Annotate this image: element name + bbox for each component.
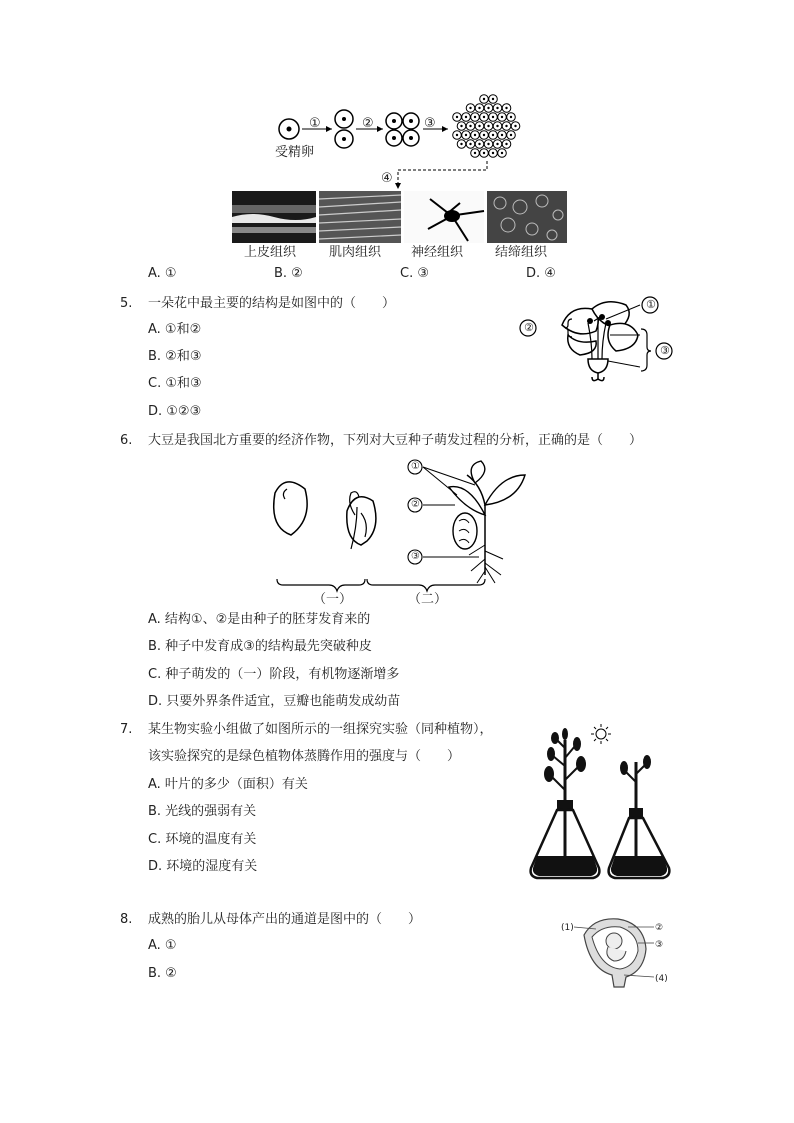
fertilized-egg-label: 受精卵 bbox=[275, 145, 315, 160]
q4-option-b[interactable]: B. ② bbox=[274, 266, 303, 281]
seedling-label-3: ③ bbox=[411, 551, 420, 562]
q4-option-d[interactable]: D. ④ bbox=[526, 266, 556, 281]
fetus-label-4: (4) bbox=[655, 974, 668, 984]
cell-mass bbox=[453, 95, 520, 158]
q7-option-b[interactable]: B. 光线的强弱有关 bbox=[148, 804, 257, 819]
q7-option-c[interactable]: C. 环境的温度有关 bbox=[148, 832, 257, 847]
flower-label-1: ① bbox=[646, 298, 656, 311]
seedling-label-2: ② bbox=[411, 499, 420, 510]
fetus-label-3: ③ bbox=[655, 940, 664, 950]
right-flask bbox=[609, 755, 670, 878]
step-label-3: ③ bbox=[424, 116, 436, 131]
flower-label-2: ② bbox=[524, 321, 534, 334]
left-flask bbox=[531, 728, 600, 878]
q7-stem-line2: 该实验探究的是绿色植物体蒸腾作用的强度与（ ） bbox=[148, 749, 461, 764]
q6-option-a[interactable]: A. 结构①、②是由种子的胚芽发育来的 bbox=[148, 612, 371, 627]
q8-option-a[interactable]: A. ① bbox=[148, 938, 177, 953]
tissue-label-nerve: 神经组织 bbox=[411, 245, 464, 260]
q4-option-c[interactable]: C. ③ bbox=[400, 266, 429, 281]
q6-option-c[interactable]: C. 种子萌发的（一）阶段，有机物逐渐增多 bbox=[148, 667, 400, 682]
transpiration-flasks-figure bbox=[525, 720, 675, 882]
q7-option-d[interactable]: D. 环境的湿度有关 bbox=[148, 859, 258, 874]
q5-option-d[interactable]: D. ①②③ bbox=[148, 404, 202, 419]
q8-option-b[interactable]: B. ② bbox=[148, 966, 177, 981]
tissue-label-epithelial: 上皮组织 bbox=[244, 245, 297, 260]
step-label-2: ② bbox=[362, 116, 374, 131]
q7-stem-line1: 某生物实验小组做了如图所示的一组探究实验（同种植物）， bbox=[148, 722, 493, 737]
q5-number: 5. bbox=[120, 296, 133, 311]
q8-stem: 成熟的胎儿从母体产出的通道是图中的（ ） bbox=[148, 912, 422, 927]
fetus-label-1: (1) bbox=[561, 923, 574, 933]
tissue-label-muscle: 肌肉组织 bbox=[329, 245, 382, 260]
step-label-4: ④ bbox=[381, 171, 393, 186]
sun-icon bbox=[591, 724, 611, 744]
q6-option-d[interactable]: D. 只要外界条件适宜，豆瓣也能萌发成幼苗 bbox=[148, 694, 401, 709]
epithelial-tissue-image bbox=[232, 191, 316, 243]
stage-label-2: （二） bbox=[408, 592, 448, 607]
tissue-label-connective: 结缔组织 bbox=[495, 245, 548, 260]
muscle-tissue-image bbox=[319, 191, 401, 243]
q5-option-c[interactable]: C. ①和③ bbox=[148, 376, 202, 391]
q5-option-a[interactable]: A. ①和② bbox=[148, 322, 202, 337]
bean-germination-figure bbox=[265, 455, 525, 605]
stage-label-1: （一） bbox=[313, 592, 353, 607]
q5-option-b[interactable]: B. ②和③ bbox=[148, 349, 202, 364]
q8-number: 8. bbox=[120, 912, 133, 927]
q4-option-a[interactable]: A. ① bbox=[148, 266, 177, 281]
q6-stem: 大豆是我国北方重要的经济作物，下列对大豆种子萌发过程的分析，正确的是（ ） bbox=[148, 433, 643, 448]
q5-stem: 一朵花中最主要的结构是如图中的（ ） bbox=[148, 296, 396, 311]
flower-label-3: ③ bbox=[660, 344, 670, 357]
connective-tissue-image bbox=[487, 191, 567, 243]
nerve-tissue-image bbox=[404, 191, 484, 243]
fetus-label-2: ② bbox=[655, 923, 664, 933]
step-label-1: ① bbox=[309, 116, 321, 131]
q7-option-a[interactable]: A. 叶片的多少（面积）有关 bbox=[148, 777, 308, 792]
q6-option-b[interactable]: B. 种子中发育成③的结构最先突破种皮 bbox=[148, 639, 372, 654]
q7-number: 7. bbox=[120, 722, 133, 737]
flower-figure bbox=[540, 295, 680, 390]
seedling-label-1: ① bbox=[411, 461, 420, 472]
q6-number: 6. bbox=[120, 433, 133, 448]
